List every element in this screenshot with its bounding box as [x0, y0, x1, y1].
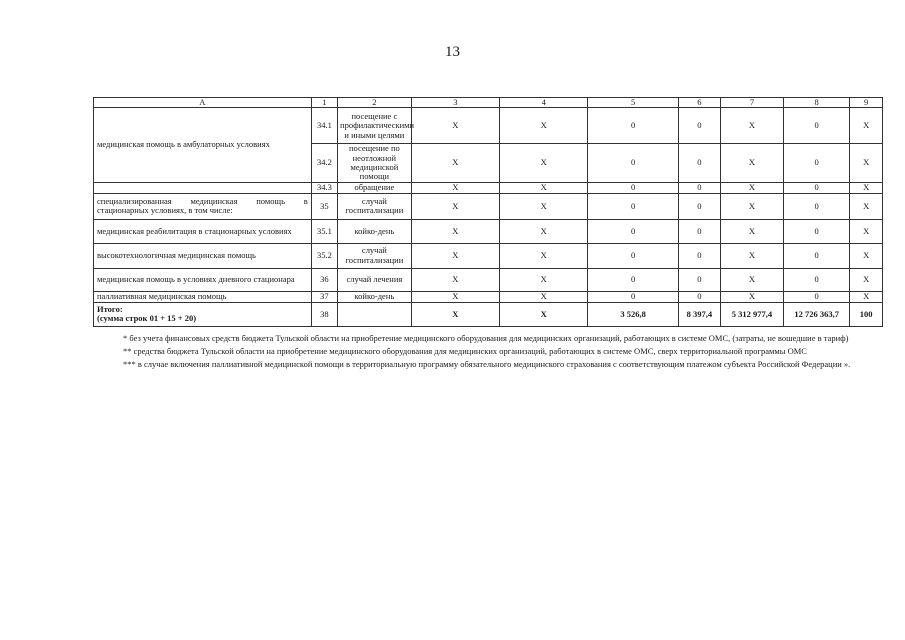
row-code-cell: 35.2 — [311, 243, 337, 268]
row-unit-cell — [338, 302, 412, 326]
row-value-cell: 0 — [784, 268, 850, 291]
data-table — [93, 97, 883, 327]
header-cell-2: 2 — [338, 98, 412, 108]
row-unit-cell: случай лечения — [338, 268, 412, 291]
row-value-cell: Х — [850, 182, 883, 193]
row-unit-cell: койко-день — [338, 219, 412, 243]
row-value-cell: Х — [411, 108, 499, 144]
row-unit-cell: посещение с профилактическими и иными целями — [338, 108, 412, 144]
row-value-cell: Х — [720, 243, 783, 268]
total-value-cell: 8 397,4 — [678, 302, 720, 326]
header-cell-8: 8 — [784, 98, 850, 108]
row-value-cell: 0 — [784, 193, 850, 219]
row-value-cell: 0 — [784, 291, 850, 302]
row-code-cell: 37 — [311, 291, 337, 302]
header-cell-3: 3 — [411, 98, 499, 108]
row-value-cell: 0 — [678, 182, 720, 193]
header-cell-5: 5 — [588, 98, 678, 108]
row-value-cell: Х — [500, 219, 588, 243]
row-value-cell: Х — [411, 291, 499, 302]
header-cell-a: А — [94, 98, 312, 108]
row-value-cell: 0 — [678, 219, 720, 243]
row-code-cell: 34.2 — [311, 144, 337, 182]
total-label: Итого: — [97, 303, 123, 314]
page-number: 13 — [445, 44, 460, 60]
table-row — [94, 291, 883, 302]
row-code-cell: 35.1 — [311, 219, 337, 243]
row-value-cell: 0 — [784, 243, 850, 268]
header-cell-7: 7 — [720, 98, 783, 108]
row-code-cell: 34.3 — [311, 182, 337, 193]
footnote-3: *** в случае включения паллиативной медицинской помощи в территориальную программу обязательного медицинского страхования с соответствующим платежом субъекта Российской Федерации ». — [123, 359, 851, 370]
header-cell-4: 4 — [500, 98, 588, 108]
row-code-cell: 38 — [311, 302, 337, 326]
row-name-cell: медицинская помощь в условиях дневного стационара — [94, 268, 312, 291]
row-unit-cell: случай госпитализации — [338, 243, 412, 268]
row-value-cell: 0 — [784, 182, 850, 193]
total-value-cell: 100 — [850, 302, 883, 326]
row-value-cell: Х — [411, 182, 499, 193]
row-unit-cell: койко-день — [338, 291, 412, 302]
row-value-cell: 0 — [588, 219, 678, 243]
total-label-cell — [94, 302, 312, 326]
table-row — [94, 182, 883, 193]
header-cell-9: 9 — [850, 98, 883, 108]
row-value-cell: Х — [500, 268, 588, 291]
row-value-cell: Х — [850, 243, 883, 268]
total-value-cell: 12 726 363,7 — [784, 302, 850, 326]
row-code-cell: 35 — [311, 193, 337, 219]
row-value-cell: 0 — [588, 291, 678, 302]
row-value-cell: Х — [850, 291, 883, 302]
table-header-row — [94, 98, 883, 108]
row-value-cell: Х — [720, 108, 783, 144]
row-name-cell: высокотехнологичная медицинская помощь — [94, 243, 312, 268]
row-value-cell: 0 — [784, 108, 850, 144]
total-row — [94, 302, 883, 326]
row-value-cell: Х — [500, 193, 588, 219]
row-value-cell: Х — [720, 291, 783, 302]
row-value-cell: Х — [500, 243, 588, 268]
table-row — [94, 193, 883, 219]
row-value-cell: Х — [850, 219, 883, 243]
total-value-cell: Х — [411, 302, 499, 326]
total-sum-note: (сумма строк 01 + 15 + 20) — [97, 313, 197, 324]
row-value-cell: Х — [720, 182, 783, 193]
row-value-cell: Х — [850, 108, 883, 144]
row-name-cell: специализированная медицинская помощь в стационарных условиях, в том числе: — [94, 193, 312, 219]
row-unit-cell: посещение по неотложной медицинской помощи — [338, 144, 412, 182]
row-code-cell: 36 — [311, 268, 337, 291]
row-unit-cell: случай госпитализации — [338, 193, 412, 219]
row-value-cell: 0 — [678, 291, 720, 302]
row-value-cell: 0 — [678, 243, 720, 268]
row-value-cell: Х — [411, 268, 499, 291]
table-row — [94, 243, 883, 268]
row-name-cell: медицинская реабилитация в стационарных условиях — [94, 219, 312, 243]
footnote-2: ** средства бюджета Тульской области на приобретение медицинского оборудования для медицинских организаций, работающих в системе ОМС, сверх территориальной программы ОМС — [123, 346, 807, 357]
row-code-cell: 34.1 — [311, 108, 337, 144]
row-value-cell: Х — [500, 108, 588, 144]
row-value-cell: Х — [411, 144, 499, 182]
row-value-cell: Х — [411, 193, 499, 219]
row-value-cell: 0 — [678, 108, 720, 144]
row-value-cell: 0 — [588, 144, 678, 182]
row-value-cell: Х — [500, 144, 588, 182]
row-value-cell: Х — [411, 243, 499, 268]
total-value-cell: 3 526,8 — [588, 302, 678, 326]
row-value-cell: 0 — [678, 193, 720, 219]
row-value-cell: Х — [720, 219, 783, 243]
footnote-1: * без учета финансовых средств бюджета Тульской области на приобретение медицинского оборудования для медицинских организаций, работающих в системе ОМС, (затраты, не вошедшие в тариф) — [123, 333, 849, 343]
row-value-cell: 0 — [784, 219, 850, 243]
total-value-cell: Х — [500, 302, 588, 326]
row-value-cell: 0 — [588, 108, 678, 144]
row-value-cell: 0 — [678, 268, 720, 291]
row-value-cell: Х — [500, 182, 588, 193]
row-value-cell: 0 — [588, 268, 678, 291]
row-value-cell: Х — [720, 268, 783, 291]
row-name-cell: паллиативная медицинская помощь — [94, 291, 312, 302]
row-value-cell: 0 — [588, 193, 678, 219]
row-value-cell: 0 — [588, 243, 678, 268]
row-value-cell: 0 — [784, 144, 850, 182]
row-name-cell: медицинская помощь в амбулаторных условиях — [94, 108, 312, 182]
row-value-cell: Х — [850, 268, 883, 291]
row-name-cell — [94, 182, 312, 193]
row-value-cell: Х — [720, 144, 783, 182]
row-unit-cell: обращение — [338, 182, 412, 193]
table-row — [94, 268, 883, 291]
row-value-cell: Х — [850, 144, 883, 182]
row-value-cell: 0 — [588, 182, 678, 193]
header-cell-6: 6 — [678, 98, 720, 108]
table-row — [94, 219, 883, 243]
footnotes — [93, 333, 883, 372]
row-value-cell: Х — [500, 291, 588, 302]
row-value-cell: Х — [411, 219, 499, 243]
total-value-cell: 5 312 977,4 — [720, 302, 783, 326]
row-value-cell: Х — [850, 193, 883, 219]
table-row — [94, 108, 883, 144]
row-value-cell: Х — [720, 193, 783, 219]
row-value-cell: 0 — [678, 144, 720, 182]
header-cell-1: 1 — [311, 98, 337, 108]
